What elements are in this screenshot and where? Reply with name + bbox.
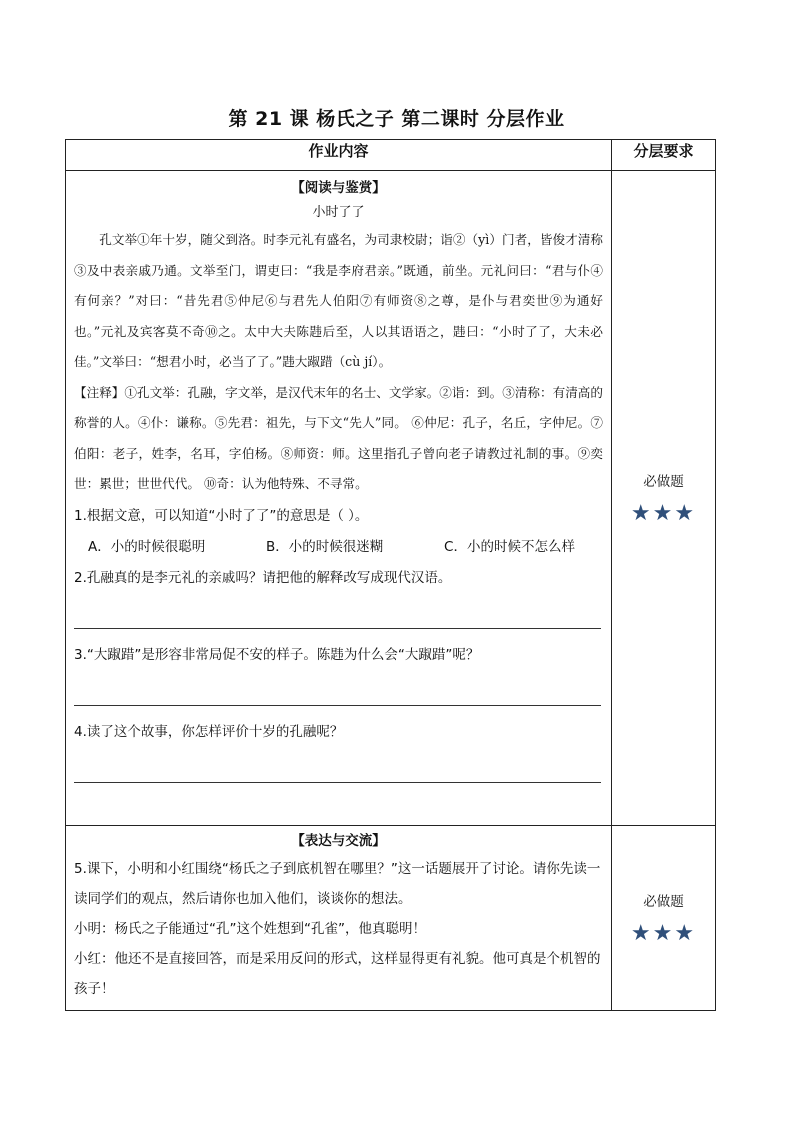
table-header-row xyxy=(66,140,716,171)
header-content: 作业内容 xyxy=(66,140,612,171)
section-reading-requirement xyxy=(612,171,716,826)
section-expression-heading: 【表达与交流】 xyxy=(291,833,386,849)
option-c[interactable]: C．小的时候不怎么样 xyxy=(444,538,575,555)
question-4: 4.读了这个故事，你怎样评价十岁的孔融呢？ xyxy=(74,723,344,740)
section-expression-requirement xyxy=(612,826,716,1011)
answer-line-4[interactable] xyxy=(74,748,601,783)
option-a[interactable]: A．小的时候很聪明 xyxy=(88,538,206,555)
question-1: 1.根据文意，可以知道“小时了了”的意思是（ ）。 xyxy=(74,507,369,524)
header-requirement: 分层要求 xyxy=(612,140,716,171)
requirement-label: 必做题 xyxy=(643,474,684,490)
passage-text: 孔文举①年十岁，随父到洛。时李元礼有盛名，为司隶校尉；诣②（yì）门者，皆俊才清称③及中表亲戚乃通。文举至门，谓吏曰：“我是李府君亲。”既通，前坐。元礼问曰：“君与仆④有何亲？”对曰：“昔先君⑤仲尼⑥与君先人伯阳⑦有师资⑧之尊，是仆与君奕世⑨为通好也。”元礼及宾客莫不奇⑩之。太中大夫陈韪后至，人以其语语之，韪曰：“小时了了，大未必佳。”文举曰：“想君小时，必当了了。”韪大踧踖（cù jí）。 xyxy=(74,232,603,369)
section-expression-row xyxy=(66,826,716,1011)
answer-line-3[interactable] xyxy=(74,671,601,706)
question-5: 5.课下，小明和小红围绕“杨氏之子到底机智在哪里？”这一话题展开了讨论。请你先读一读同学们的观点，然后请你也加入他们，谈谈你的想法。 xyxy=(74,861,601,907)
star-rating-icon: ★★★ xyxy=(630,921,697,946)
page-title: 第 21 课 杨氏之子 第二课时 分层作业 xyxy=(228,108,565,130)
section-reading-content xyxy=(66,171,612,826)
star-rating-icon: ★★★ xyxy=(630,501,697,526)
section-expression-content xyxy=(66,826,612,1011)
answer-line-2[interactable] xyxy=(74,594,601,629)
passage-notes: 【注释】①孔文举：孔融，字文举，是汉代末年的名士、文学家。②诣：到。③清称：有清高的称誉的人。④仆：谦称。⑤先君：祖先，与下文“先人”同。 ⑥仲尼：孔子，名丘，字仲尼。⑦伯阳：老子，姓李，名耳，字伯杨。⑧师资：师。这里指孔子曾向老子请教过礼制的事。⑨奕世：累世；世世代代。 ⑩奇：认为他特殊、不寻常。 xyxy=(74,384,603,491)
option-b[interactable]: B．小的时候很迷糊 xyxy=(266,538,384,555)
section-reading-row xyxy=(66,171,716,826)
homework-table xyxy=(65,139,716,1011)
xiaoming-opinion: 小明：杨氏之子能通过“孔”这个姓想到“孔雀”，他真聪明！ xyxy=(74,921,426,937)
section-reading-heading: 【阅读与鉴赏】 xyxy=(291,180,386,196)
question-1-options xyxy=(74,532,603,562)
xiaohong-opinion: 小红：他还不是直接回答，而是采用反问的形式，这样显得更有礼貌。他可真是个机智的孩子！ xyxy=(74,951,601,997)
question-2: 2.孔融真的是李元礼的亲戚吗？请把他的解释改写成现代汉语。 xyxy=(74,569,452,586)
requirement-label: 必做题 xyxy=(643,894,684,910)
passage-title: 小时了了 xyxy=(312,205,365,220)
question-3: 3.“大踧踖”是形容非常局促不安的样子。陈韪为什么会“大踧踖”呢？ xyxy=(74,646,480,663)
